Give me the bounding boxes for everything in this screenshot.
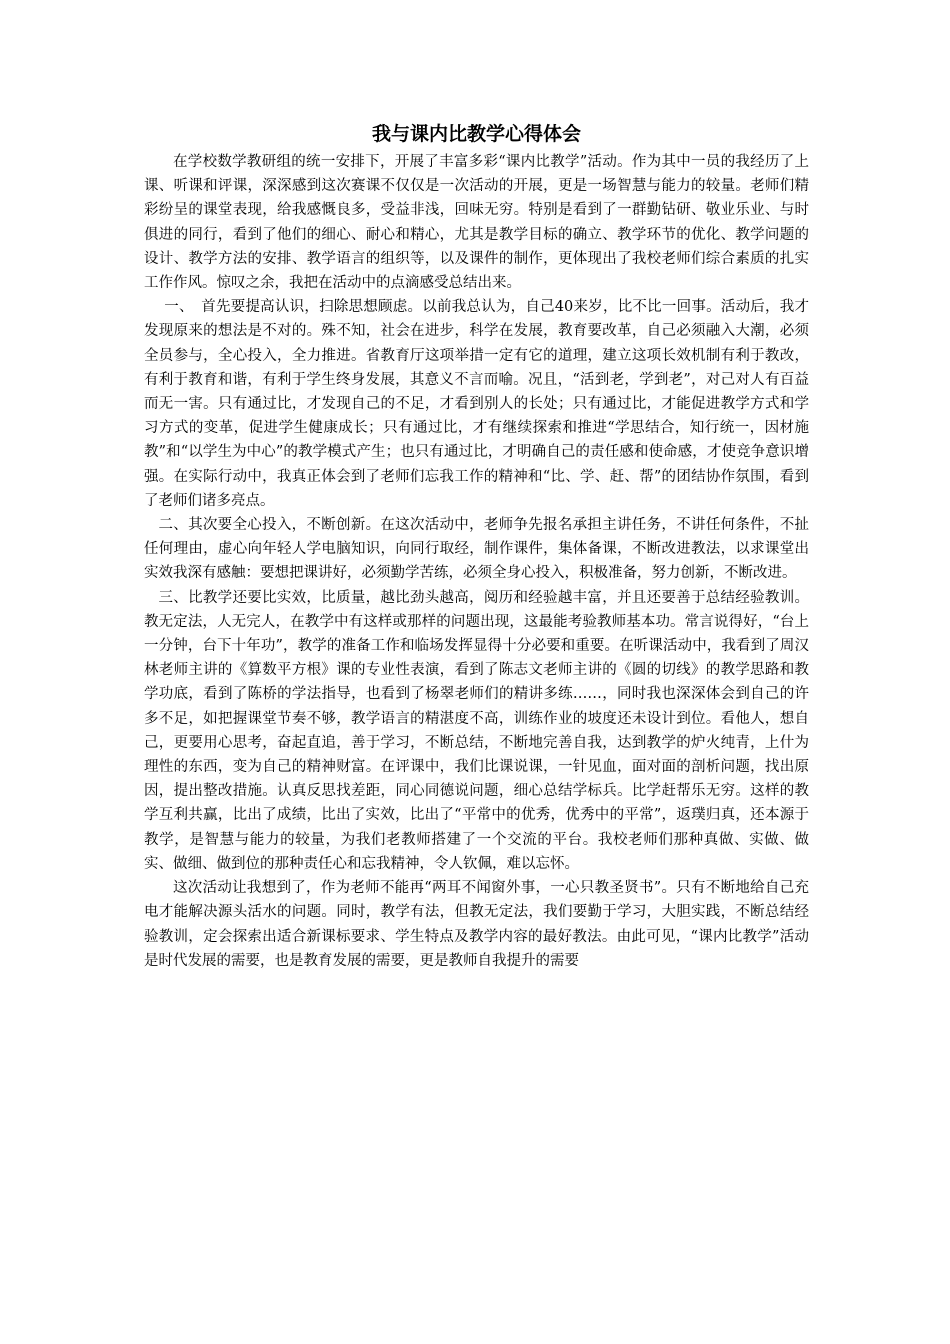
paragraph-section-1: 一、 首先要提高认识，扫除思想顾虑。以前我总认为，自己40来岁，比不比一回事。活动后，我才发现原来的想法是不对的。殊不知，社会在进步，科学在发展，教育要改革，自己必须融入大潮，必须全员参与，全心投入，全力推进。省教育厅这项举措一定有它的道理，建立这项长效机制有利于教改，有利于教育和谐，有利于学生终身发展，其意义不言而喻。况且，“活到老，学到老”，对己对人有百益而无一害。只有通过比，才发现自己的不足，才看到别人的长处；只有通过比，才能促进教学方式和学习方式的变革，促进学生健康成长；只有通过比，才有继续探索和推进“学思结合，知行统一，因材施教”和“以学生为中心”的教学模式产生；也只有通过比，才明确自己的责任感和使命感，才使竞争意识增强。在实际行动中，我真正体会到了老师们忘我工作的精神和“比、学、赶、帮”的团结协作氛围，看到了老师们诸多亮点。 [144, 299, 809, 509]
paragraph-section-3: 三、比教学还要比实效，比质量，越比劲头越高，阅历和经验越丰富，并且还要善于总结经验教训。教无定法，人无完人，在教学中有这样或那样的问题出现，这最能考验教师基本功。常言说得好，“台上一分钟，台下十年功”，教学的准备工作和临场发挥显得十分必要和重要。在听课活动中，我看到了周汉林老师主讲的《算数平方根》课的专业性表演，看到了陈志文老师主讲的《圆的切线》的教学思路和教学功底，看到了陈桥的学法指导，也看到了杨翠老师们的精讲多练……，同时我也深深体会到自己的许多不足，如把握课堂节奏不够，教学语言的精湛度不高，训练作业的坡度还未设计到位。看他人，想自己，更要用心思考，奋起直追，善于学习，不断总结，不断地完善自我，达到教学的炉火纯青，上什为理性的东西，变为自己的精神财富。在评课中，我们比课说课，一针见血，面对面的剖析问题，找出原因，提出整改措施。认真反思找差距，同心同德说问题，细心总结学标兵。比学赶帮乐无穷。这样的教学互利共赢，比出了成绩，比出了实效，比出了“平常中的优秀，优秀中的平常”，返璞归真，还本源于教学，是智慧与能力的较量，为我们老教师搭建了一个交流的平台。我校老师们那种真做、实做、做实、做细、做到位的那种责任心和忘我精神，令人钦佩，难以忘怀。 [144, 589, 809, 872]
paragraph-conclusion: 这次活动让我想到了，作为老师不能再“两耳不闻窗外事，一心只教圣贤书”。只有不断地给自己充电才能解决源头活水的问题。同时，教学有法，但教无定法，我们要勤于学习，大胆实践，不断总结经验教训，定会探索出适合新课标要求、学生特点及教学内容的最好教法。由此可见，“课内比教学”活动是时代发展的需要，也是教育发展的需要，更是教师自我提升的需要 [144, 880, 809, 969]
paragraph-intro: 在学校数学教研组的统一安排下，开展了丰富多彩“课内比教学”活动。作为其中一员的我经历了上课、听课和评课，深深感到这次赛课不仅仅是一次活动的开展，更是一场智慧与能力的较量。老师们精彩纷呈的课堂表现，给我感慨良多，受益非浅，回味无穷。特别是看到了一群勤钻研、敬业乐业、与时俱进的同行，看到了他们的细心、耐心和精心，尤其是教学目标的确立、教学环节的优化、教学问题的设计、教学方法的安排、教学语言的组织等，以及课件的制作，更体现出了我校老师们综合素质的扎实工作作风。惊叹之余，我把在活动中的点滴感受总结出来。 [144, 154, 809, 292]
document-page [144, 120, 809, 973]
paragraph-section-2: 二、其次要全心投入，不断创新。在这次活动中，老师争先报名承担主讲任务，不讲任何条件，不扯任何理由，虚心向年轻人学电脑知识，向同行取经，制作课件，集体备课，不断改进教法，以求课堂出实效我深有感触：要想把课讲好，必须勤学苦练，必须全身心投入，积极准备，努力创新，不断改进。 [144, 517, 809, 582]
document-title: 我与课内比教学心得体会 [371, 123, 581, 145]
